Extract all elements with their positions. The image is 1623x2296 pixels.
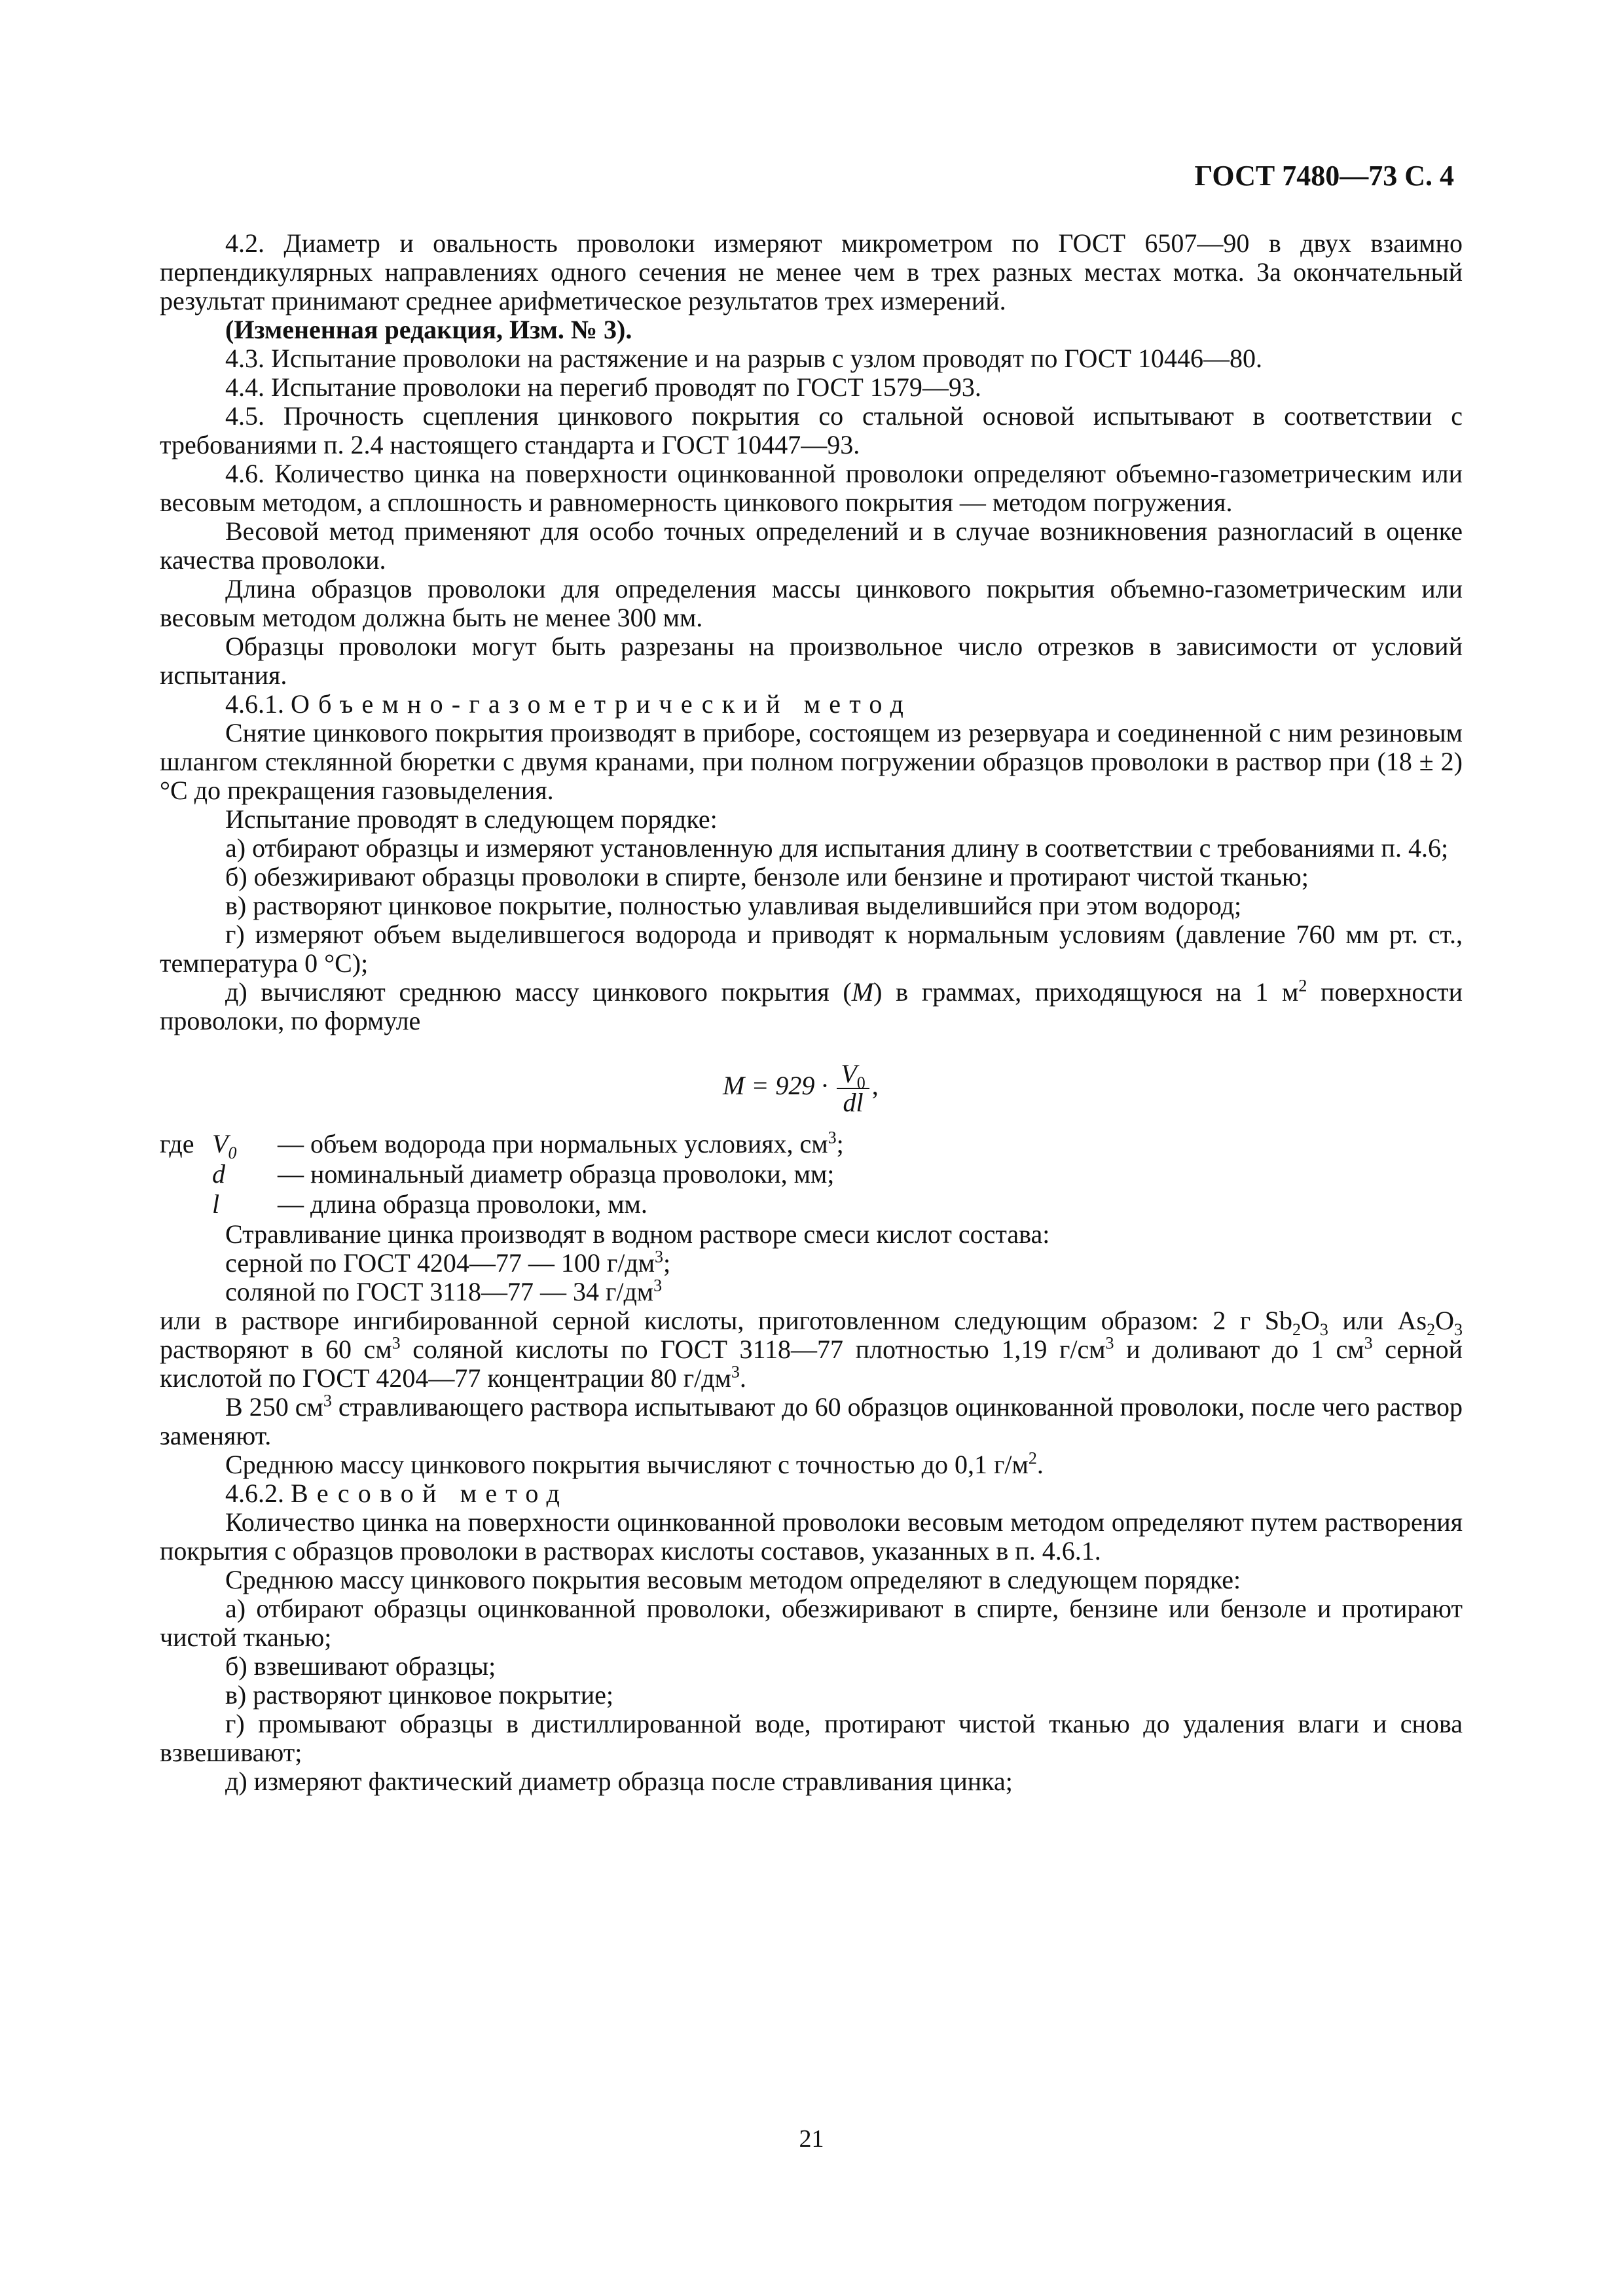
section-title: Объемно-газометрический метод — [291, 689, 913, 719]
paragraph-weight-method-usage: Весовой метод применяют для особо точных определений и в случае возникновения разногласий в оценке качества проволоки. — [160, 516, 1463, 575]
paragraph-4-3: 4.3. Испытание проволоки на растяжение и на разрыв с узлом проводят по ГОСТ 10446—80. — [225, 344, 1263, 373]
superscript: 3 — [655, 1247, 664, 1266]
text-run: ) в граммах, приходящуюся на 1 м — [873, 977, 1299, 1007]
paragraph-4-4: 4.4. Испытание проволоки на перегиб проводят по ГОСТ 1579—93. — [225, 372, 981, 402]
amendment-note: (Измененная редакция, Изм. № 3). — [225, 315, 632, 344]
symbol-d: d — [212, 1159, 225, 1189]
var-dl: dl — [843, 1088, 864, 1117]
acid-sulfuric — [160, 1249, 1463, 1278]
text-run: и доливают до 1 см — [1114, 1335, 1364, 1364]
text-run: O — [1435, 1306, 1454, 1335]
page-header: ГОСТ 7480—73 С. 4 — [1194, 160, 1454, 192]
list-item-d — [160, 978, 1463, 1035]
fraction-numerator — [837, 1059, 869, 1092]
superscript: 3 — [828, 1128, 837, 1147]
section-number: 4.6.1. — [225, 689, 284, 719]
text-run: O — [1301, 1306, 1320, 1335]
list-item-g: г) измеряют объем выделившегося водорода и приводят к нормальным условиям (давление 760 мм рт. ст., температура 0 °C); — [160, 920, 1463, 978]
list-item-d: д) измеряют фактический диаметр образца после стравливания цинка; — [225, 1767, 1013, 1796]
definition-l — [160, 1190, 1463, 1220]
text-run: поверхности проволоки, по формуле — [160, 977, 1463, 1035]
section-4-6-1-heading — [160, 690, 1463, 719]
symbol: V — [212, 1129, 228, 1158]
text-run: или As — [1328, 1306, 1427, 1335]
superscript: 3 — [1364, 1333, 1373, 1353]
page-number: 21 — [799, 2125, 824, 2153]
subscript: 0 — [228, 1143, 237, 1162]
list-item-v: в) растворяют цинковое покрытие, полностью улавливая выделившийся при этом водород; — [225, 891, 1242, 920]
var-m: M — [851, 977, 874, 1007]
list-item-b: б) обезжиривают образцы проволоки в спирте, бензоле или бензине и протирают чистой тканью; — [225, 862, 1309, 891]
text-run: д) вычисляют среднюю массу цинкового покрытия ( — [225, 977, 852, 1007]
acid-hydrochloric — [160, 1278, 1463, 1306]
list-item-a: а) отбирают образцы оцинкованной проволоки, обезжиривают в спирте, бензине или бензоле и протирают чистой тканью; — [160, 1594, 1463, 1652]
text-run: стравливающего раствора испытывают до 60 образцов оцинкованной проволоки, после чего раствор заменяют. — [160, 1392, 1463, 1450]
paragraph-zinc-removal: Снятие цинкового покрытия производят в приборе, состоящем из резервуара и соединенной с ним резиновым шлангом стеклянной бюретки с двумя кранами, при полном погружении образцов проволоки в раствор при (18 ± 2) °C до прекращения газовыделения. — [160, 718, 1463, 805]
text-run: . — [1036, 1450, 1044, 1479]
definition-text: — длина образца проволоки, мм. — [278, 1189, 647, 1219]
list-item-v: в) растворяют цинковое покрытие; — [225, 1680, 613, 1710]
definition-v0 — [160, 1130, 1463, 1160]
section-4-6-2-heading — [160, 1479, 1463, 1508]
superscript: 3 — [653, 1276, 663, 1295]
formula-fraction — [837, 1060, 869, 1117]
symbol-v0 — [212, 1129, 237, 1162]
superscript: 2 — [1298, 976, 1307, 996]
formula-lhs: M = 929 · — [723, 1071, 828, 1101]
text-run: соляной по ГОСТ 3118—77 — 34 г/дм — [225, 1277, 654, 1306]
formula-definitions — [160, 1130, 1463, 1220]
text-run: — объем водорода при нормальных условиях, см — [278, 1129, 828, 1158]
text-run: растворяют в 60 см — [160, 1335, 392, 1364]
subscript: 2 — [1292, 1320, 1302, 1339]
paragraph-4-2: 4.2. Диаметр и овальность проволоки измеряют микрометром по ГОСТ 6507—90 в двух взаимно перпендикулярных направлениях одного сечения не менее чем в трех разных местах мотка. За окончательный результат принимают среднее арифметическое результатов трех измерений. — [160, 228, 1463, 315]
text-run: серной кислотой по ГОСТ 4204—77 концентрации 80 г/дм — [160, 1335, 1463, 1393]
text-run: ; — [663, 1248, 671, 1278]
text-run: В 250 см — [225, 1392, 323, 1422]
paragraph-etching: Стравливание цинка производят в водном растворе смеси кислот состава: — [225, 1219, 1050, 1249]
paragraph-4-6: 4.6. Количество цинка на поверхности оцинкованной проволоки определяют объемно-газометрическим или весовым методом, а сплошность и равномерность цинкового покрытия — методом погружения. — [160, 459, 1463, 517]
var-v: V — [841, 1059, 857, 1088]
text-run: соляной кислоты по ГОСТ 3118—77 плотностью 1,19 г/см — [400, 1335, 1106, 1364]
superscript: 2 — [1028, 1448, 1037, 1468]
formula-comma: , — [871, 1071, 879, 1101]
fraction-denominator — [837, 1089, 869, 1117]
paragraph-solution-capacity — [160, 1393, 1463, 1450]
subscript: 3 — [1319, 1320, 1328, 1339]
definition-text: — номинальный диаметр образца проволоки, мм; — [278, 1159, 835, 1189]
subscript: 2 — [1427, 1320, 1436, 1339]
formula — [160, 1041, 1463, 1126]
superscript: 3 — [731, 1362, 740, 1382]
paragraph-weight-method: Количество цинка на поверхности оцинкованной проволоки весовым методом определяют путем растворения покрытия с образцов проволоки в растворах кислоты составов, указанных в п. 4.6.1. — [160, 1507, 1463, 1566]
paragraph-4-5: 4.5. Прочность сцепления цинкового покрытия со стальной основой испытывают в соответствии с требованиями п. 2.4 настоящего стандарта и ГОСТ 10447—93. — [160, 401, 1463, 459]
subscript: 0 — [856, 1073, 866, 1092]
text-run: Среднюю массу цинкового покрытия вычисляют с точностью до 0,1 г/м — [225, 1450, 1029, 1479]
definition-text — [278, 1130, 844, 1158]
superscript: 3 — [1105, 1333, 1114, 1353]
list-item-b: б) взвешивают образцы; — [225, 1651, 496, 1681]
paragraph-weight-order: Среднюю массу цинкового покрытия весовым методом определяют в следующем порядке: — [225, 1565, 1241, 1594]
paragraph-sample-cutting: Образцы проволоки могут быть разрезаны на произвольное число отрезков в зависимости от условий испытания. — [160, 632, 1463, 690]
paragraph-test-order: Испытание проводят в следующем порядке: — [225, 804, 718, 834]
document-body — [160, 229, 1463, 1796]
superscript: 3 — [323, 1391, 332, 1410]
superscript: 3 — [392, 1333, 401, 1353]
where-label: где — [160, 1129, 194, 1158]
definition-d — [160, 1160, 1463, 1190]
paragraph-inhibited-acid — [160, 1306, 1463, 1393]
subscript: 3 — [1454, 1320, 1463, 1339]
paragraph-sample-length: Длина образцов проволоки для определения массы цинкового покрытия объемно-газометрическим или весовым методом должна быть не менее 300 мм. — [160, 574, 1463, 632]
list-item-g: г) промывают образцы в дистиллированной воде, протирают чистой тканью до удаления влаги и снова взвешивают; — [160, 1709, 1463, 1767]
text-run: серной по ГОСТ 4204—77 — 100 г/дм — [225, 1248, 655, 1278]
section-title: Весовой метод — [291, 1479, 569, 1508]
text-run: . — [739, 1363, 746, 1393]
list-item-a: а) отбирают образцы и измеряют установленную для испытания длину в соответствии с требованиями п. 4.6; — [225, 833, 1449, 863]
section-number: 4.6.2. — [225, 1479, 284, 1508]
paragraph-accuracy — [160, 1450, 1463, 1479]
formula-expression — [723, 1060, 879, 1117]
text-run: или в растворе ингибированной серной кислоты, приготовленном следующим образом: 2 г Sb — [160, 1306, 1293, 1335]
text-run: ; — [836, 1129, 844, 1158]
symbol-l: l — [212, 1189, 220, 1219]
